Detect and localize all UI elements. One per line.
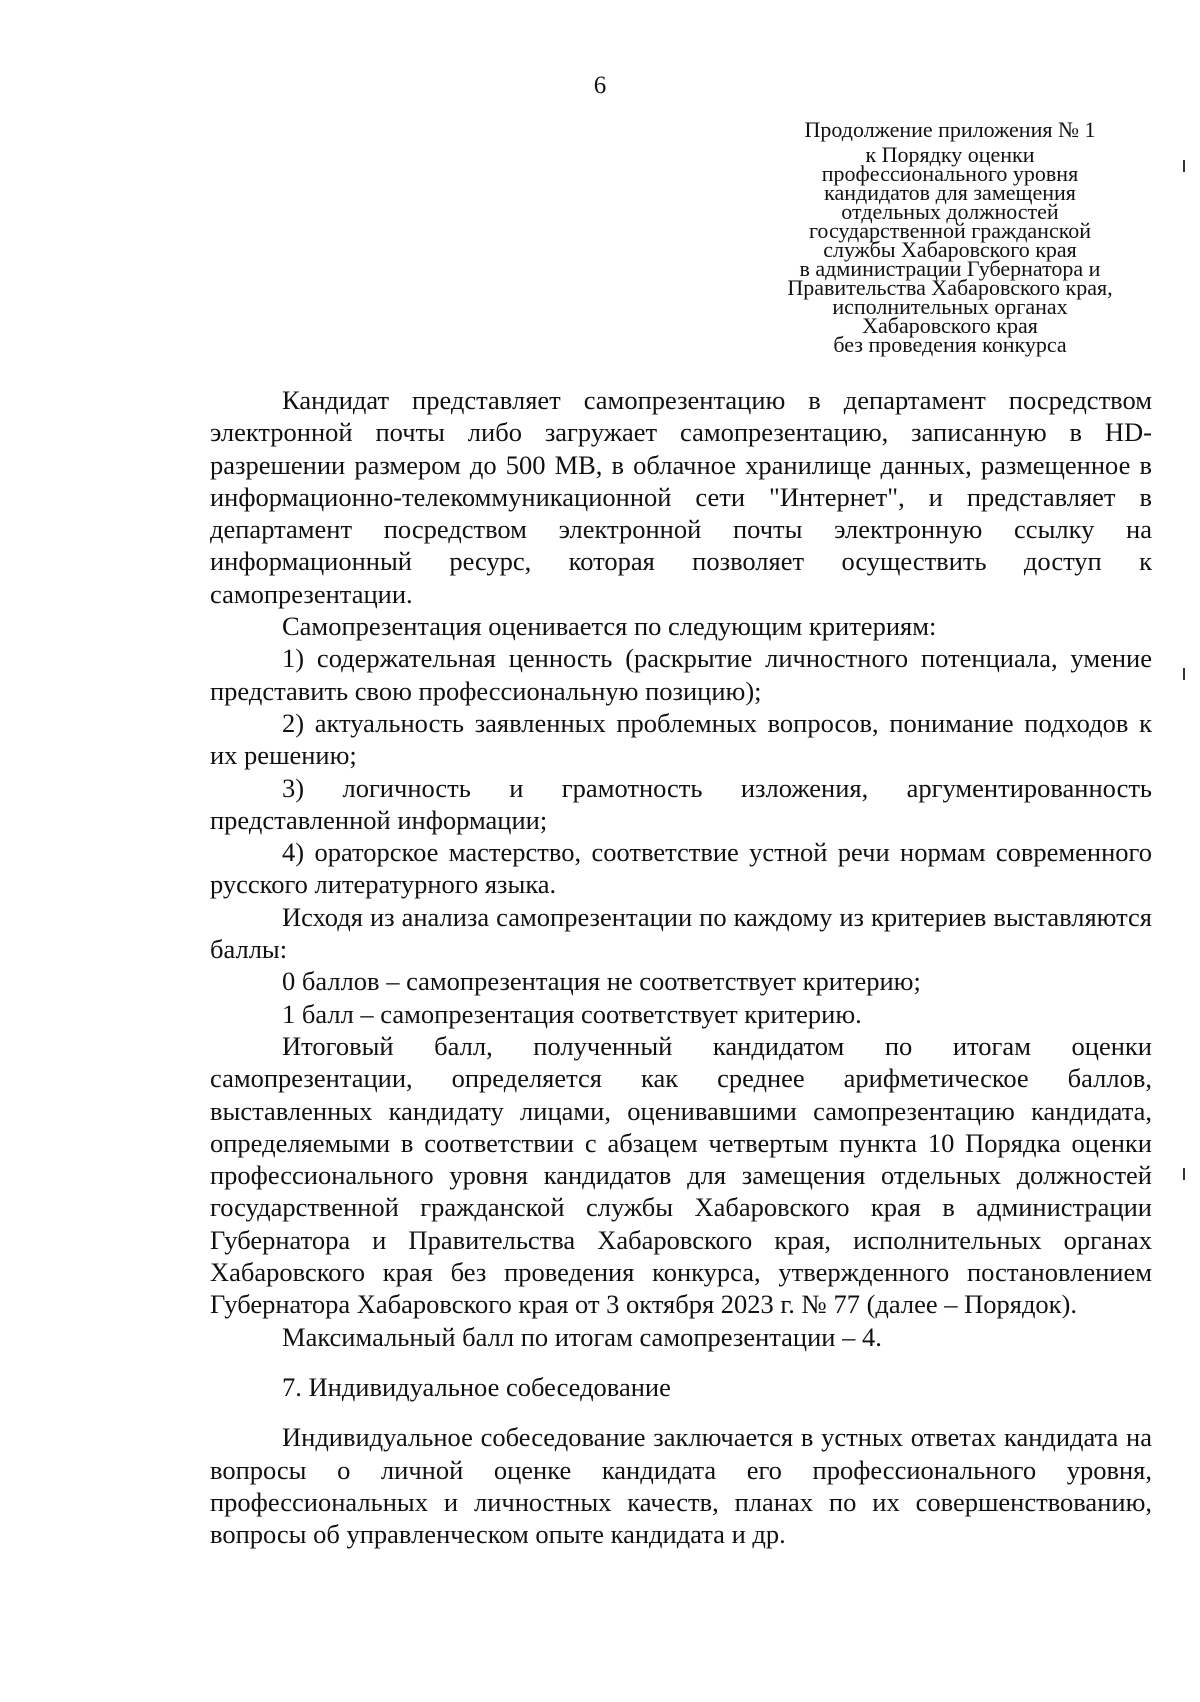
- scan-margin-mark: [1183, 160, 1185, 172]
- page-number: 6: [593, 72, 607, 99]
- annex-line: исполнительных органах: [832, 294, 1068, 319]
- annex-line: Продолжение приложения № 1: [804, 117, 1096, 142]
- annex-line: кандидатов для замещения: [824, 180, 1076, 205]
- annex-line: Правительства Хабаровского края,: [787, 275, 1113, 300]
- annex-line: службы Хабаровского края: [823, 237, 1077, 262]
- section-heading: 7. Индивидуальное собеседование: [282, 1371, 671, 1402]
- criterion-item: 4) ораторское мастерство, соответствие устной речи нормам современного русского литературного языка.: [210, 837, 1152, 900]
- score-item: 0 баллов – самопрезентация не соответствует критерию;: [282, 966, 921, 997]
- scan-margin-mark: [1183, 1168, 1185, 1180]
- annex-line: в администрации Губернатора и: [799, 256, 1101, 281]
- criterion-item: 3) логичность и грамотность изложения, аргументированность представленной информации;: [210, 772, 1152, 835]
- scan-margin-mark: [1183, 668, 1185, 680]
- criterion-item: 1) содержательная ценность (раскрытие личностного потенциала, умение представить свою профессиональную позицию);: [210, 643, 1152, 706]
- score-item: 1 балл – самопрезентация соответствует критерию.: [282, 998, 862, 1029]
- annex-line: Хабаровского края: [862, 313, 1038, 338]
- document-body: [210, 384, 1152, 1550]
- annex-line: без проведения конкурса: [833, 332, 1067, 357]
- annex-line: государственной гражданской: [808, 218, 1092, 243]
- paragraph-criteria-intro: Самопрезентация оценивается по следующим критериям:: [282, 611, 937, 642]
- paragraph-interview: Индивидуальное собеседование заключается в устных ответах кандидата на вопросы о личной оценке кандидата его профессионального уровня, профессиональных и личностных качеств, планах по их совершенствованию, вопросы об управленческом опыте кандидата и др.: [210, 1422, 1152, 1550]
- annex-line: к Порядку оценки: [865, 142, 1035, 167]
- annex-header: [770, 117, 1130, 357]
- criterion-item: 2) актуальность заявленных проблемных вопросов, понимание подходов к их решению;: [210, 707, 1152, 771]
- paragraph-scoring-intro: Исходя из анализа самопрезентации по каждому из критериев выставляются баллы:: [210, 901, 1152, 965]
- paragraph-max-score: Максимальный балл по итогам самопрезентации – 4.: [282, 1321, 882, 1352]
- paragraph-final-score: Итоговый балл, полученный кандидатом по итогам оценки самопрезентации, определяется как среднее арифметическое баллов, выставленных кандидату лицами, оценивавшими самопрезентацию кандидата, определяемыми в соответствии с абзацем четвертым пункта 10 Порядка оценки профессионального уровня кандидатов для замещения отдельных должностей государственной гражданской службы Хабаровского края в администрации Губернатора и Правительства Хабаровского края, исполнительных органах Хабаровского края без проведения конкурса, утвержденного постановлением Губернатора Хабаровского края от 3 октября 2023 г. № 77 (далее – Порядок).: [210, 1030, 1152, 1320]
- annex-line: профессионального уровня: [821, 161, 1079, 186]
- paragraph-submission: Кандидат представляет самопрезентацию в департамент посредством электронной почты либо загружает самопрезентацию, записанную в HD-разрешении размером до 500 MB, в облачное хранилище данных, размещенное в информационно-телекоммуникационной сети "Интернет", и представляет в департамент посредством электронной почты электронную ссылку на информационный ресурс, которая позволяет осуществить доступ к самопрезентации.: [210, 385, 1152, 609]
- annex-line: отдельных должностей: [841, 199, 1059, 224]
